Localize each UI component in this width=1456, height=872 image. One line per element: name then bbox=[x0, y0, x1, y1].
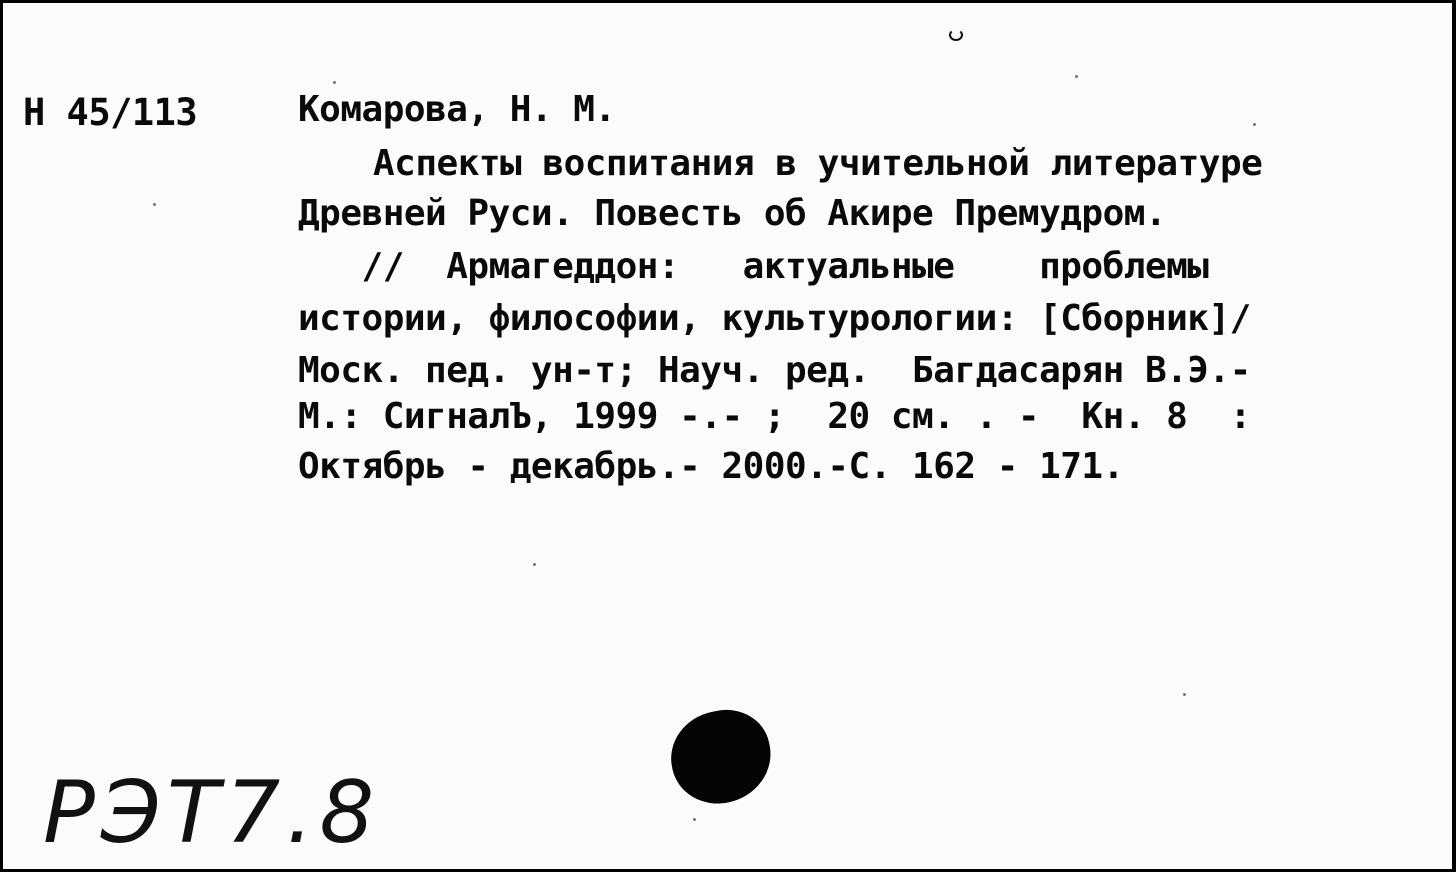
dust-speck bbox=[533, 563, 536, 566]
dust-speck bbox=[1253, 123, 1256, 126]
description-line-3: // Армагеддон: актуальные проблемы bbox=[298, 246, 1209, 287]
description-line-1: Аспекты воспитания в учительной литературе bbox=[373, 143, 1263, 184]
description-line-7: Октябрь - декабрь.- 2000.-С. 162 - 171. bbox=[298, 446, 1124, 487]
description-line-6: М.: СигналЪ, 1999 -.- ; 20 см. . - Кн. 8 : bbox=[298, 396, 1251, 437]
shelfmark: Н 45/113 bbox=[23, 91, 198, 134]
dust-speck bbox=[1183, 693, 1186, 696]
dust-speck bbox=[1075, 75, 1078, 78]
description-line-5: Моск. пед. ун-т; Науч. ред. Багдасарян В.Э.- bbox=[298, 350, 1251, 391]
dust-speck bbox=[333, 81, 336, 84]
author-name: Комарова, Н. М. bbox=[298, 89, 616, 130]
description-line-2: Древней Руси. Повесть об Акире Премудром. bbox=[298, 193, 1167, 234]
description-line-4: истории, философии, культурологии: [Сборник]/ bbox=[298, 298, 1251, 339]
handwritten-classification-code: РЭТ7.8 bbox=[43, 763, 381, 863]
dust-speck bbox=[153, 203, 156, 206]
ink-mark bbox=[949, 29, 963, 41]
punch-hole bbox=[663, 702, 780, 813]
dust-speck bbox=[693, 818, 696, 821]
